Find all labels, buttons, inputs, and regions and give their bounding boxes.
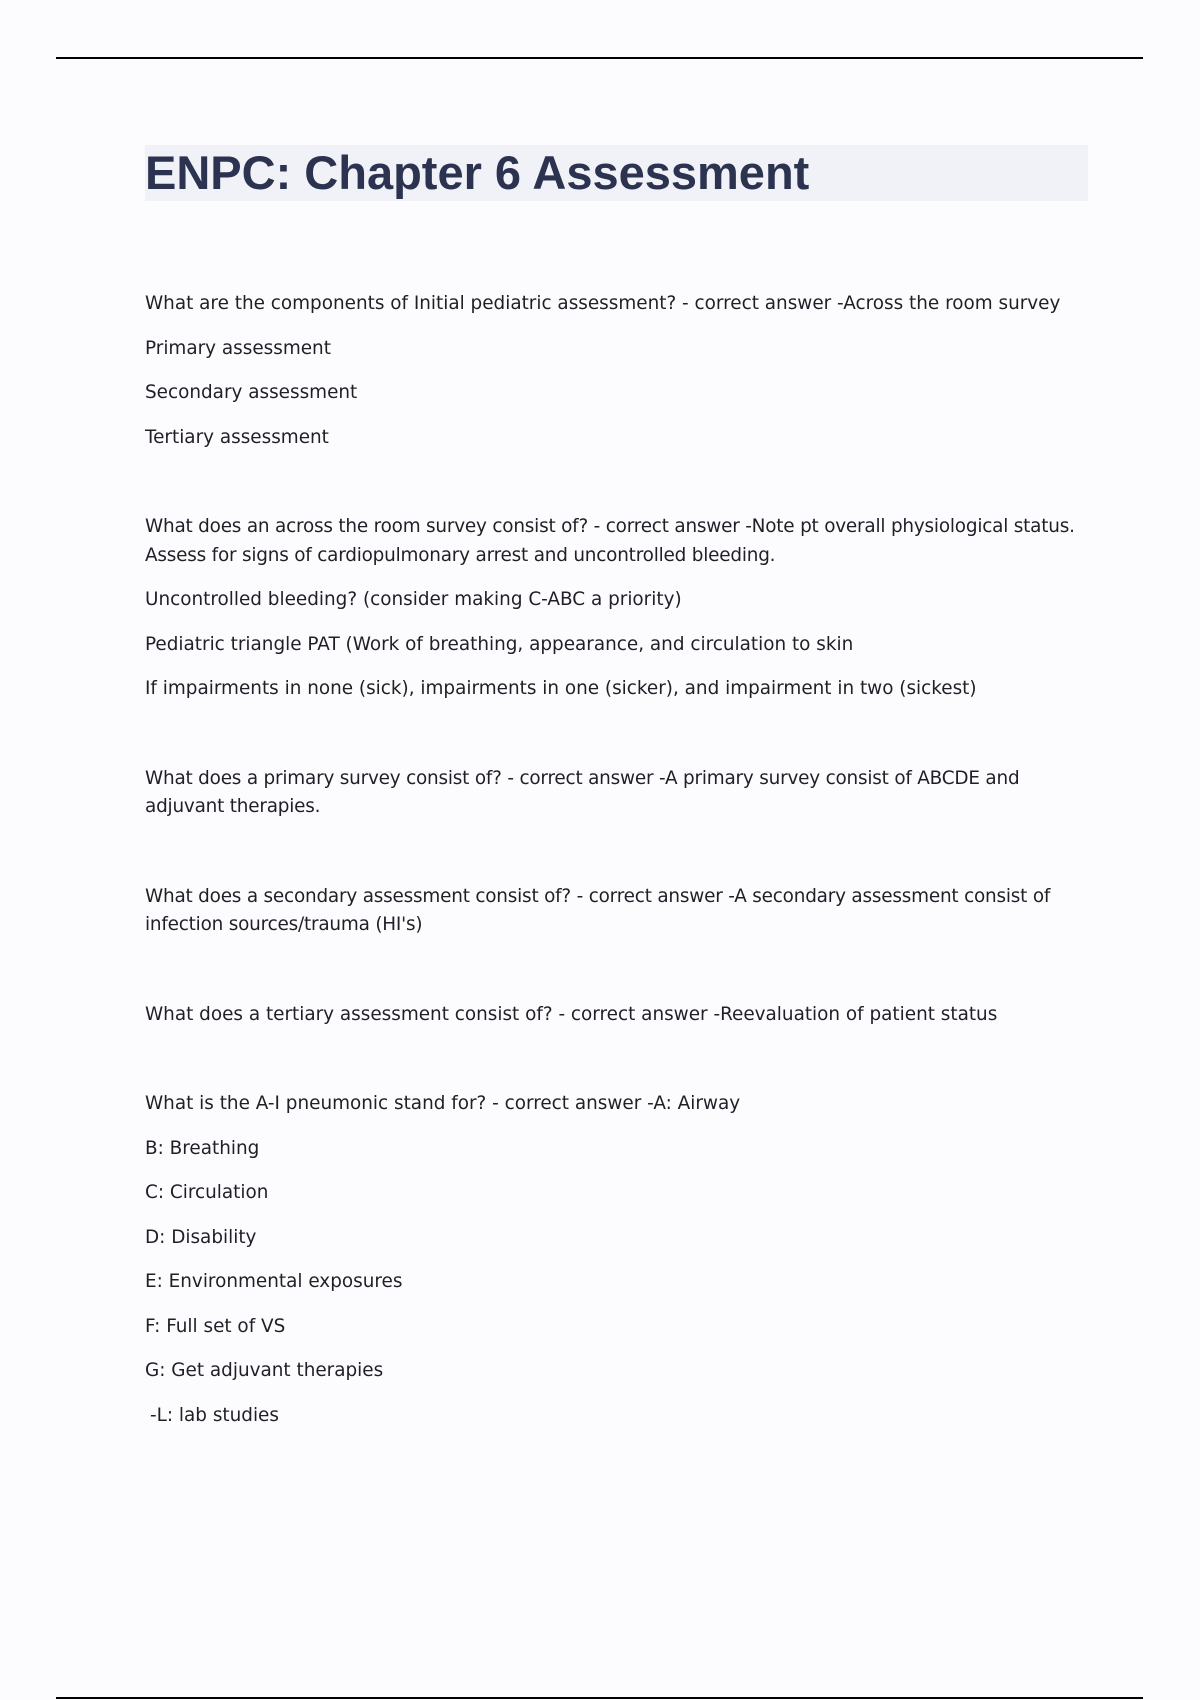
answer-line: Secondary assessment	[145, 382, 358, 403]
qa-block-a-i-pneumonic	[145, 1090, 1085, 1430]
answer-line: Pediatric triangle PAT (Work of breathing, appearance, and circulation to skin	[145, 633, 854, 655]
qa-block-tertiary-assessment	[145, 1001, 1085, 1030]
qa-block-secondary-assessment	[145, 883, 1085, 940]
question-line: What are the components of Initial pediatric assessment? - correct answer -Across the room survey	[145, 293, 1061, 314]
top-rule	[56, 57, 1143, 59]
qa-block-initial-assessment	[145, 290, 1085, 452]
answer-line: If impairments in none (sick), impairments in one (sicker), and impairment in two (sickest)	[145, 678, 977, 699]
answer-line: G: Get adjuvant therapies	[145, 1360, 384, 1381]
answer-line: B: Breathing	[145, 1137, 260, 1159]
answer-line: F: Full set of VS	[145, 1315, 286, 1337]
document-body	[145, 290, 1085, 1430]
answer-line: Primary assessment	[145, 337, 331, 359]
page-title: ENPC: Chapter 6 Assessment	[145, 146, 810, 199]
answer-line: Tertiary assessment	[145, 426, 329, 448]
answer-line: D: Disability	[145, 1226, 257, 1248]
question-line: What does a secondary assessment consist of? - correct answer -A secondary assessment consist of infection sources/trauma (HI's)	[145, 885, 1051, 935]
qa-block-across-room-survey	[145, 513, 1085, 704]
answer-line: Uncontrolled bleeding? (consider making C-ABC a priority)	[145, 589, 682, 610]
question-line: What does a primary survey consist of? - correct answer -A primary survey consist of ABCDE and adjuvant therapies.	[145, 767, 1020, 817]
answer-line: C: Circulation	[145, 1182, 269, 1203]
answer-line: -L: lab studies	[150, 1404, 279, 1426]
answer-line: E: Environmental exposures	[145, 1271, 403, 1292]
question-line: What does an across the room survey consist of? - correct answer -Note pt overall physiological status. Assess for signs of cardiopulmonary arrest and uncontrolled bleeding.	[145, 516, 1075, 566]
qa-block-primary-survey	[145, 765, 1085, 822]
question-line: What is the A-I pneumonic stand for? - correct answer -A: Airway	[145, 1093, 741, 1114]
question-line: What does a tertiary assessment consist of? - correct answer -Reevaluation of patient status	[145, 1003, 998, 1025]
bottom-rule	[56, 1697, 1143, 1699]
